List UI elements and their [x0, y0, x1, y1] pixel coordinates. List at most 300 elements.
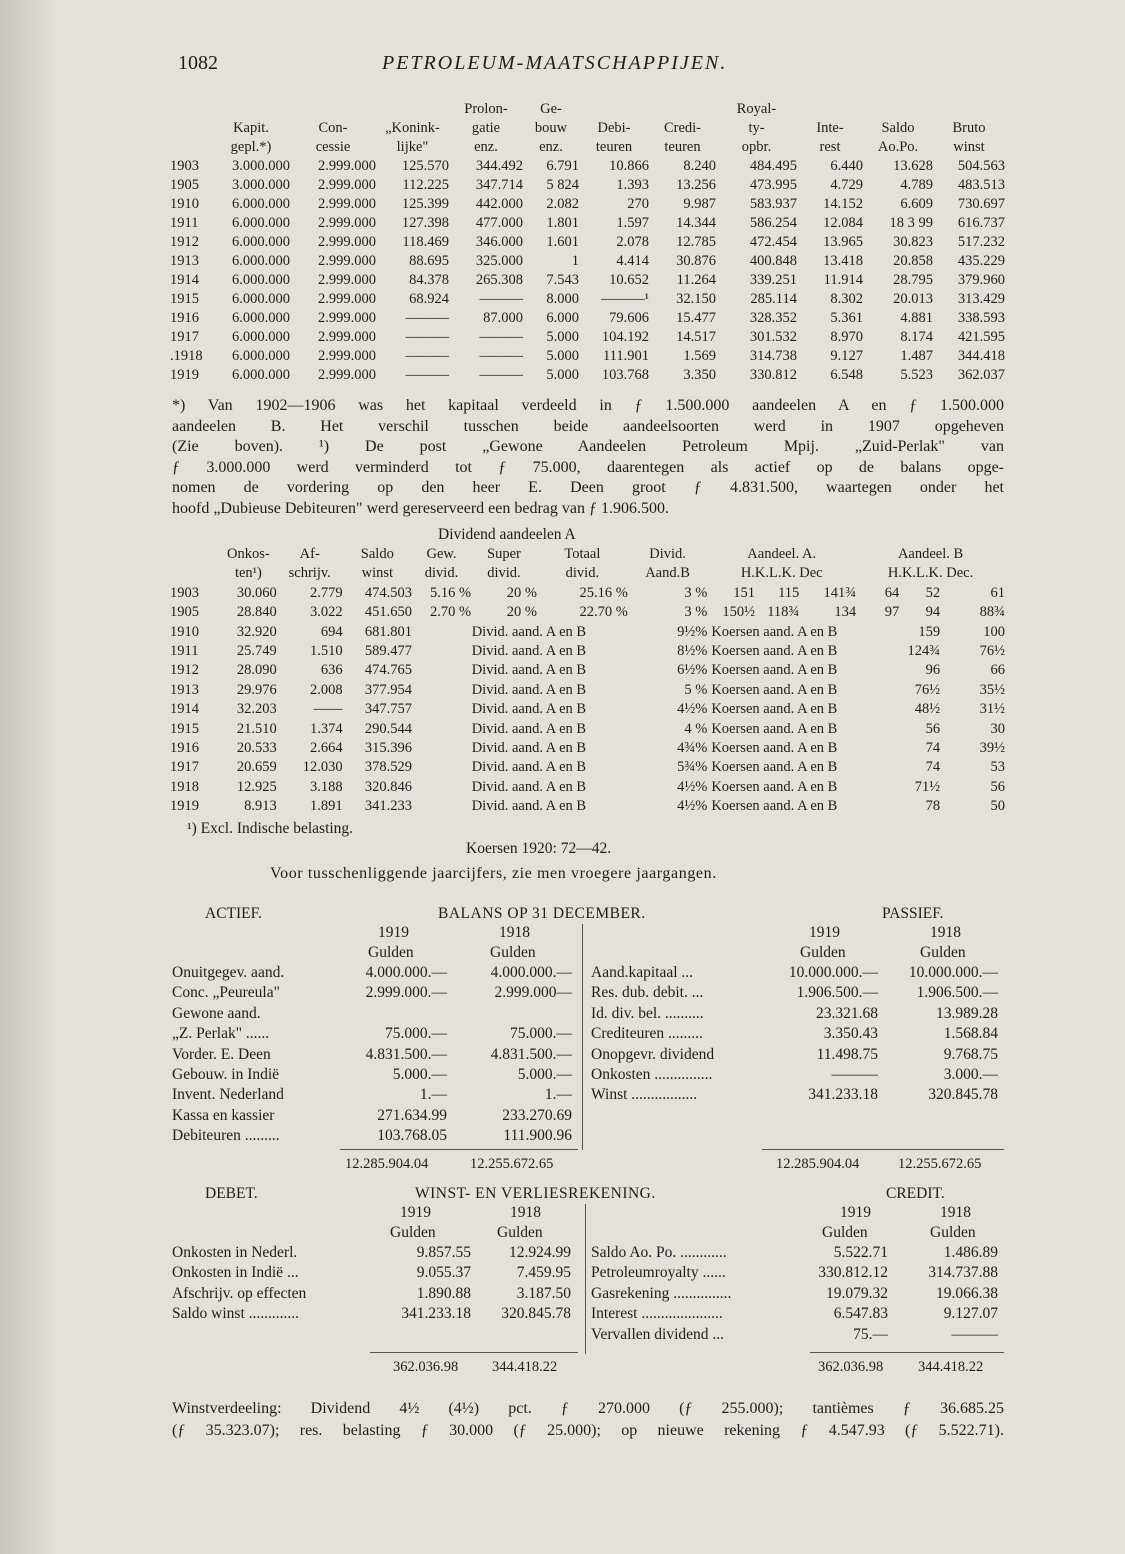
column-header: gepl.*) [230, 139, 272, 155]
table-cell: Koersen aand. A en B [711, 643, 838, 660]
column-header: Royal- [736, 101, 777, 117]
table-cell: 3.000.000 [232, 158, 290, 174]
table-cell: 442.000 [475, 196, 523, 212]
ledger-amount: 11.498.75 [816, 1045, 878, 1063]
table-row [170, 797, 1005, 816]
balans-right-year-1919: 1919 [809, 924, 840, 941]
table-row [170, 328, 1005, 347]
financial-table-1 [170, 100, 1005, 385]
table-cell: 20 % [506, 584, 537, 601]
table-cell: 74 [925, 740, 941, 757]
table-cell: 88.695 [409, 253, 449, 269]
table-row [170, 642, 1005, 661]
table-cell: 97 [884, 604, 900, 621]
table-cell: Koersen aand. A en B [711, 720, 838, 737]
ledger-amount: 341.233.18 [808, 1086, 878, 1104]
table-cell: 20.858 [893, 253, 933, 269]
table-cell: 328.352 [749, 310, 797, 326]
table-cell: 159 [918, 623, 941, 640]
table-cell: 4½% [677, 778, 708, 795]
table-cell: 20.659 [236, 759, 277, 776]
column-header: Totaal [564, 546, 601, 562]
table-cell: 8.970 [830, 329, 863, 345]
table-cell: 3 % [684, 604, 708, 621]
table-cell: 347.714 [475, 177, 523, 193]
row-year: 1919 [170, 367, 199, 383]
table-cell: 13.418 [823, 253, 863, 269]
table-cell: 61 [990, 584, 1005, 601]
table-cell: 64 [884, 584, 900, 601]
column-header: cessie [315, 139, 351, 155]
ledger-row [172, 1065, 572, 1085]
table-cell: Koersen aand. A en B [711, 798, 838, 815]
table-cell: 11.914 [823, 272, 863, 288]
table-cell: 344.418 [957, 348, 1005, 364]
table-cell: 583.937 [749, 196, 797, 212]
table-cell: 5.523 [900, 367, 933, 383]
table-cell: Divid. aand. A en B [471, 623, 587, 640]
ledger-amount: 5.522.71 [833, 1244, 888, 1261]
table-cell: 9½% [677, 623, 708, 640]
verdeling-line: (ƒ 35.323.07); res. belasting ƒ 30.000 (ƒ 25.000); op nieuwe rekening ƒ 4.547.93 (ƒ 5.522.71). [172, 1422, 1004, 1439]
balans-left-year-1919: 1919 [378, 924, 409, 941]
table-cell: 76½ [979, 643, 1005, 660]
table-cell: 6.000.000 [232, 272, 290, 288]
ledger-amount: 75.— [853, 1325, 888, 1343]
table-cell: 10.866 [609, 158, 649, 174]
table-row [170, 290, 1005, 309]
ledger-label: Saldo winst ............. [172, 1305, 300, 1323]
table-cell: 103.768 [601, 367, 649, 383]
column-header: Debi- [597, 120, 631, 136]
table-row [170, 252, 1005, 271]
ledger-amount: 9.127.07 [943, 1305, 998, 1323]
table-cell: Koersen aand. A en B [711, 623, 838, 640]
table-cell: 3 % [684, 584, 708, 601]
row-year: 1913 [170, 253, 199, 269]
table-cell: 6.000.000 [232, 367, 290, 383]
table-row [170, 623, 1005, 642]
table-cell: 111.901 [602, 348, 649, 364]
balans-total-right-1919: 12.285.904.04 [776, 1156, 860, 1172]
table-cell: 8.174 [900, 329, 933, 345]
winst-debet-table [172, 1243, 571, 1325]
row-year: 1915 [170, 720, 199, 737]
ledger-label: Vorder. E. Deen [172, 1045, 271, 1063]
balans-total-left-1918: 12.255.672.65 [470, 1156, 554, 1172]
table-row [170, 584, 1005, 603]
ledger-label: Onopgevr. dividend [591, 1045, 715, 1063]
row-year: 1905 [170, 604, 199, 621]
table-cell: 5.16 % [429, 584, 472, 601]
table-row [170, 214, 1005, 233]
column-header: teuren [595, 139, 633, 155]
table-cell: 616.737 [957, 215, 1005, 231]
table-cell: 2.664 [310, 740, 343, 757]
column-header: Super [487, 546, 521, 562]
ledger-row [172, 963, 572, 983]
column-header: Aandeel. A. [747, 546, 817, 562]
ledger-amount: 2.999.000— [494, 984, 572, 1002]
table-cell: 4.881 [900, 310, 933, 326]
ledger-row [172, 1106, 572, 1126]
column-header: Inte- [816, 120, 844, 136]
table-cell: 28.795 [893, 272, 933, 288]
table-cell: 68.924 [409, 291, 449, 307]
table-cell: 87.000 [483, 310, 523, 326]
table-cell: 74 [925, 759, 941, 776]
dividend-group-header: Dividend aandeelen A [438, 526, 576, 543]
table-row [170, 157, 1005, 176]
column-header: Prolon- [464, 101, 508, 117]
row-year: 1912 [170, 662, 199, 679]
ledger-label: Gewone aand. [172, 1004, 261, 1022]
row-year: 1917 [170, 329, 199, 345]
balans-right-year-1918: 1918 [930, 924, 961, 941]
row-year: 1915 [170, 291, 199, 307]
table-header-row [170, 138, 1005, 157]
table-cell: 2.082 [546, 196, 579, 212]
column-header: Aand.B [645, 565, 690, 582]
ledger-label: Onkosten in Indië ... [172, 1264, 299, 1282]
row-year: 1914 [170, 701, 199, 718]
table-cell: 362.037 [957, 367, 1005, 383]
table-row [170, 309, 1005, 328]
ledger-label: Kassa en kassier [172, 1106, 275, 1124]
table-cell: Divid. aand. A en B [471, 759, 587, 776]
ledger-amount: 19.066.38 [936, 1284, 998, 1302]
column-header: rest [819, 139, 841, 155]
column-header: Bruto [952, 120, 986, 136]
table-cell: 2.779 [310, 584, 343, 601]
column-header: Con- [318, 120, 348, 136]
column-header [376, 100, 449, 119]
ledger-amount: 341.233.18 [401, 1305, 471, 1323]
book-gutter [0, 0, 58, 1554]
column-header: enz. [474, 139, 498, 155]
table-cell: 32.920 [236, 623, 277, 640]
table-cell: 2.999.000 [318, 367, 376, 383]
table-cell: 2.078 [616, 234, 649, 250]
ledger-amount: 4.831.500.— [365, 1045, 447, 1063]
column-header: Ao.Po. [877, 139, 919, 155]
ledger-row [172, 1243, 571, 1263]
table-header-row [170, 545, 1005, 564]
table-cell: 30.823 [893, 234, 933, 250]
ledger-label: Gasrekening ............... [591, 1284, 732, 1302]
table-cell: Koersen aand. A en B [711, 681, 838, 698]
footnote-line: hoofd „Dubieuse Debiteuren" werd gereserveerd een bedrag van ƒ 1.906.500. [172, 499, 670, 517]
table-cell: 330.812 [749, 367, 797, 383]
ledger-amount: 19.079.32 [826, 1284, 888, 1302]
ledger-row [591, 1045, 998, 1065]
footnote-line: ƒ 3.000.000 werd verminderd tot ƒ 75.000, daarentegen als actief op de balans opge- [172, 458, 1004, 476]
winst-divider [585, 1204, 586, 1354]
table-cell: 127.398 [401, 215, 449, 231]
table-cell: 53 [990, 759, 1005, 776]
table-cell: 1.597 [616, 215, 649, 231]
column-header: winst [361, 565, 394, 582]
ledger-label: Invent. Nederland [172, 1086, 284, 1104]
ledger-row [591, 1004, 998, 1024]
table-cell: 338.593 [957, 310, 1005, 326]
column-header: divid. [565, 565, 600, 582]
row-year: .1918 [170, 348, 203, 364]
column-header: schrijv. [288, 565, 331, 582]
ledger-amount: 9.857.55 [416, 1244, 471, 1261]
table-cell: 13.965 [823, 234, 863, 250]
table-cell: 8.302 [830, 291, 863, 307]
ledger-row [591, 1325, 998, 1345]
table-cell: ——— [479, 329, 523, 345]
winst-left-title: DEBET. [205, 1185, 258, 1202]
table-cell: 1.569 [683, 348, 716, 364]
column-header: ten¹) [234, 565, 262, 582]
winst-left-year-1919: 1919 [400, 1204, 431, 1221]
winstverdeeling-text [172, 1398, 1004, 1442]
ledger-label: Onkosten in Nederl. [172, 1244, 298, 1261]
table-cell: 484.495 [749, 158, 797, 174]
table-row [170, 739, 1005, 758]
table-cell: 315.396 [364, 740, 412, 757]
table-cell: 636 [320, 662, 343, 679]
ledger-row [172, 1045, 572, 1065]
table-cell: 2.999.000 [318, 348, 376, 364]
row-year: 1910 [170, 196, 199, 212]
row-year: 1911 [170, 215, 199, 231]
balans-left-year-1918: 1918 [499, 924, 530, 941]
ledger-label: Winst ................. [591, 1086, 698, 1104]
column-header: divid. [487, 565, 521, 582]
row-year: 1917 [170, 759, 199, 776]
winst-left-currency-1919: Gulden [390, 1224, 436, 1241]
table-cell: Divid. aand. A en B [471, 798, 587, 815]
row-year: 1910 [170, 623, 199, 640]
ledger-label: Petroleumroyalty ...... [591, 1264, 726, 1282]
table-cell: 6.000.000 [232, 234, 290, 250]
table-cell: 435.229 [957, 253, 1005, 269]
ledger-row [172, 1304, 571, 1324]
row-year: 1916 [170, 310, 199, 326]
table-cell: 56 [990, 778, 1005, 795]
table-cell: 325.000 [475, 253, 523, 269]
table-cell: 32.203 [236, 701, 277, 718]
ledger-amount: ——— [951, 1325, 998, 1343]
table-row [170, 366, 1005, 385]
balans-right-currency-1918: Gulden [920, 944, 966, 961]
table-cell: Divid. aand. A en B [471, 701, 587, 718]
table-cell: 13.256 [676, 177, 716, 193]
table-cell: 694 [320, 623, 343, 640]
table-cell: 3.350 [683, 367, 716, 383]
winst-right-year-1919: 1919 [840, 1204, 871, 1221]
table-cell: 13.628 [893, 158, 933, 174]
winst-right-title: CREDIT. [886, 1185, 945, 1202]
table-cell: 2.999.000 [318, 234, 376, 250]
balans-total-left-1919: 12.285.904.04 [345, 1156, 429, 1172]
table-cell: ——— [405, 310, 449, 326]
winst-total-left-1919: 362.036.98 [393, 1359, 459, 1375]
table-cell: 5.361 [830, 310, 863, 326]
table-cell: 28.840 [236, 604, 277, 621]
column-header: gatie [471, 120, 501, 136]
table-cell: 141¾ [823, 584, 857, 601]
page-title: PETROLEUM-MAATSCHAPPIJEN. [382, 52, 728, 74]
table-cell: 56 [925, 720, 941, 737]
table-cell: ——— [405, 329, 449, 345]
ledger-amount: 13.989.28 [936, 1004, 998, 1022]
table-cell: 30 [990, 720, 1005, 737]
column-header [170, 564, 220, 583]
table-cell: 4 % [684, 720, 708, 737]
table-cell: 339.251 [749, 272, 797, 288]
table-cell: Koersen aand. A en B [711, 740, 838, 757]
table-cell: 8.000 [546, 291, 579, 307]
table-cell: 1.601 [546, 234, 579, 250]
table-cell: Divid. aand. A en B [471, 662, 587, 679]
ledger-amount: 1.890.88 [416, 1284, 471, 1302]
table-cell: 25.16 % [579, 584, 628, 601]
table-cell: ——— [479, 291, 523, 307]
table-cell: 2.999.000 [318, 291, 376, 307]
ledger-row [591, 963, 998, 983]
column-header: Ge- [540, 101, 562, 117]
table-cell: 22.70 % [579, 604, 628, 621]
verdeling-line: Winstverdeeling: Dividend 4½ (4½) pct. ƒ 270.000 (ƒ 255.000); tantièmes ƒ 36.685.25 [172, 1400, 1004, 1417]
table-cell: 20 % [506, 604, 537, 621]
table-cell: 379.960 [957, 272, 1005, 288]
table-cell: 29.976 [236, 681, 277, 698]
footnote-line: nomen de vordering op den heer E. Deen groot ƒ 4.831.500, waartegen onder het [172, 479, 1004, 496]
table-cell: 270 [627, 196, 649, 212]
ledger-amount: 7.459.95 [516, 1264, 571, 1282]
table-row [170, 720, 1005, 739]
winst-right-total-rule [810, 1352, 1004, 1353]
footnote-line: *) Van 1902—1906 was het kapitaal verdeeld in ƒ 1.500.000 aandeelen A en ƒ 1.500.000 [172, 397, 1004, 414]
table-cell: 4.729 [830, 177, 863, 193]
table-cell: 32.150 [676, 291, 716, 307]
footnote-excl: ¹) Excl. Indische belasting. [187, 820, 354, 837]
table-cell: 2.008 [310, 681, 343, 698]
ledger-amount: 111.900.96 [503, 1127, 572, 1145]
table-cell: 7.543 [546, 272, 579, 288]
table-cell: 9.127 [830, 348, 863, 364]
table-cell: 4½% [677, 798, 708, 815]
column-header [170, 119, 212, 138]
column-header [170, 100, 212, 119]
table-cell: 451.650 [364, 604, 412, 621]
table-cell: 473.995 [749, 177, 797, 193]
ledger-row [591, 1085, 998, 1105]
table-cell: 313.429 [957, 291, 1005, 307]
column-header: Saldo [360, 546, 394, 562]
winst-total-left-1918: 344.418.22 [492, 1359, 558, 1375]
table-cell: 8.240 [683, 158, 716, 174]
ledger-amount: 10.000.000.— [788, 964, 878, 981]
balans-right-total-rule [762, 1149, 1004, 1150]
table-cell: 346.000 [475, 234, 523, 250]
winst-credit-table [591, 1243, 998, 1345]
ledger-amount: 23.321.68 [816, 1004, 878, 1022]
table-cell: 2.999.000 [318, 272, 376, 288]
ledger-amount: 1.— [419, 1086, 447, 1104]
balans-left-total-rule [340, 1149, 578, 1150]
column-header [797, 100, 863, 119]
table-cell: —— [313, 701, 343, 718]
column-header: Kapit. [233, 120, 269, 136]
table-cell: 151 [733, 584, 756, 601]
table-cell: 6.000.000 [232, 329, 290, 345]
row-year: 1916 [170, 740, 199, 757]
table-cell: 6.548 [830, 367, 863, 383]
column-header [290, 100, 376, 119]
table-row [170, 661, 1005, 680]
table-cell: 347.757 [364, 701, 412, 718]
winst-total-right-1919: 362.036.98 [818, 1359, 884, 1375]
table-cell: 6.000.000 [232, 291, 290, 307]
ledger-row [591, 1024, 998, 1044]
ledger-label: Saldo Ao. Po. ............ [591, 1244, 727, 1261]
table-cell: 586.254 [749, 215, 797, 231]
winst-left-total-rule [370, 1352, 578, 1353]
ledger-amount: 4.000.000.— [490, 964, 572, 981]
row-year: 1912 [170, 234, 199, 250]
ledger-label: Afschrijv. op effecten [172, 1284, 307, 1302]
footnote-capital [172, 396, 1004, 519]
ledger-row [172, 1284, 571, 1304]
column-header: teuren [664, 139, 701, 155]
table-cell: 3.000.000 [232, 177, 290, 193]
ledger-label: Id. div. bel. .......... [591, 1004, 704, 1022]
table-cell: Koersen aand. A en B [711, 778, 838, 795]
column-header: opbr. [741, 139, 772, 155]
table-cell: 12.785 [676, 234, 716, 250]
financial-table-2 [170, 545, 1005, 817]
table-cell: 118¾ [767, 604, 800, 621]
table-cell: 150½ [722, 604, 756, 621]
table-row [170, 271, 1005, 290]
table-cell: 2.70 % [429, 604, 472, 621]
column-header [579, 100, 649, 119]
table-cell: 314.738 [749, 348, 797, 364]
ledger-amount: 4.000.000.— [365, 964, 447, 981]
table-cell: 31½ [979, 701, 1005, 718]
table-cell: 112.225 [402, 177, 449, 193]
column-header [212, 100, 290, 119]
table-cell: Divid. aand. A en B [471, 643, 587, 660]
table-cell: 5.000 [546, 329, 579, 345]
table-cell: 88¾ [979, 604, 1005, 621]
table-cell: 517.232 [957, 234, 1005, 250]
table-header-row [170, 564, 1005, 583]
ledger-row [172, 1004, 572, 1024]
table-row [170, 233, 1005, 252]
table-cell: 285.114 [750, 291, 797, 307]
table-cell: 1.487 [900, 348, 933, 364]
table-cell: 377.954 [364, 681, 412, 698]
ledger-amount: 103.768.05 [377, 1127, 447, 1145]
table-cell: 6.609 [900, 196, 933, 212]
table-cell: 730.697 [957, 196, 1005, 212]
table-cell: Koersen aand. A en B [711, 759, 838, 776]
table-cell: 301.532 [749, 329, 797, 345]
table-cell: 28.090 [236, 662, 277, 679]
table-cell: 2.999.000 [318, 215, 376, 231]
table-row [170, 195, 1005, 214]
table-cell: 8.913 [244, 798, 277, 815]
table-cell: 5¾% [677, 759, 708, 776]
table-cell: 11.264 [676, 272, 716, 288]
